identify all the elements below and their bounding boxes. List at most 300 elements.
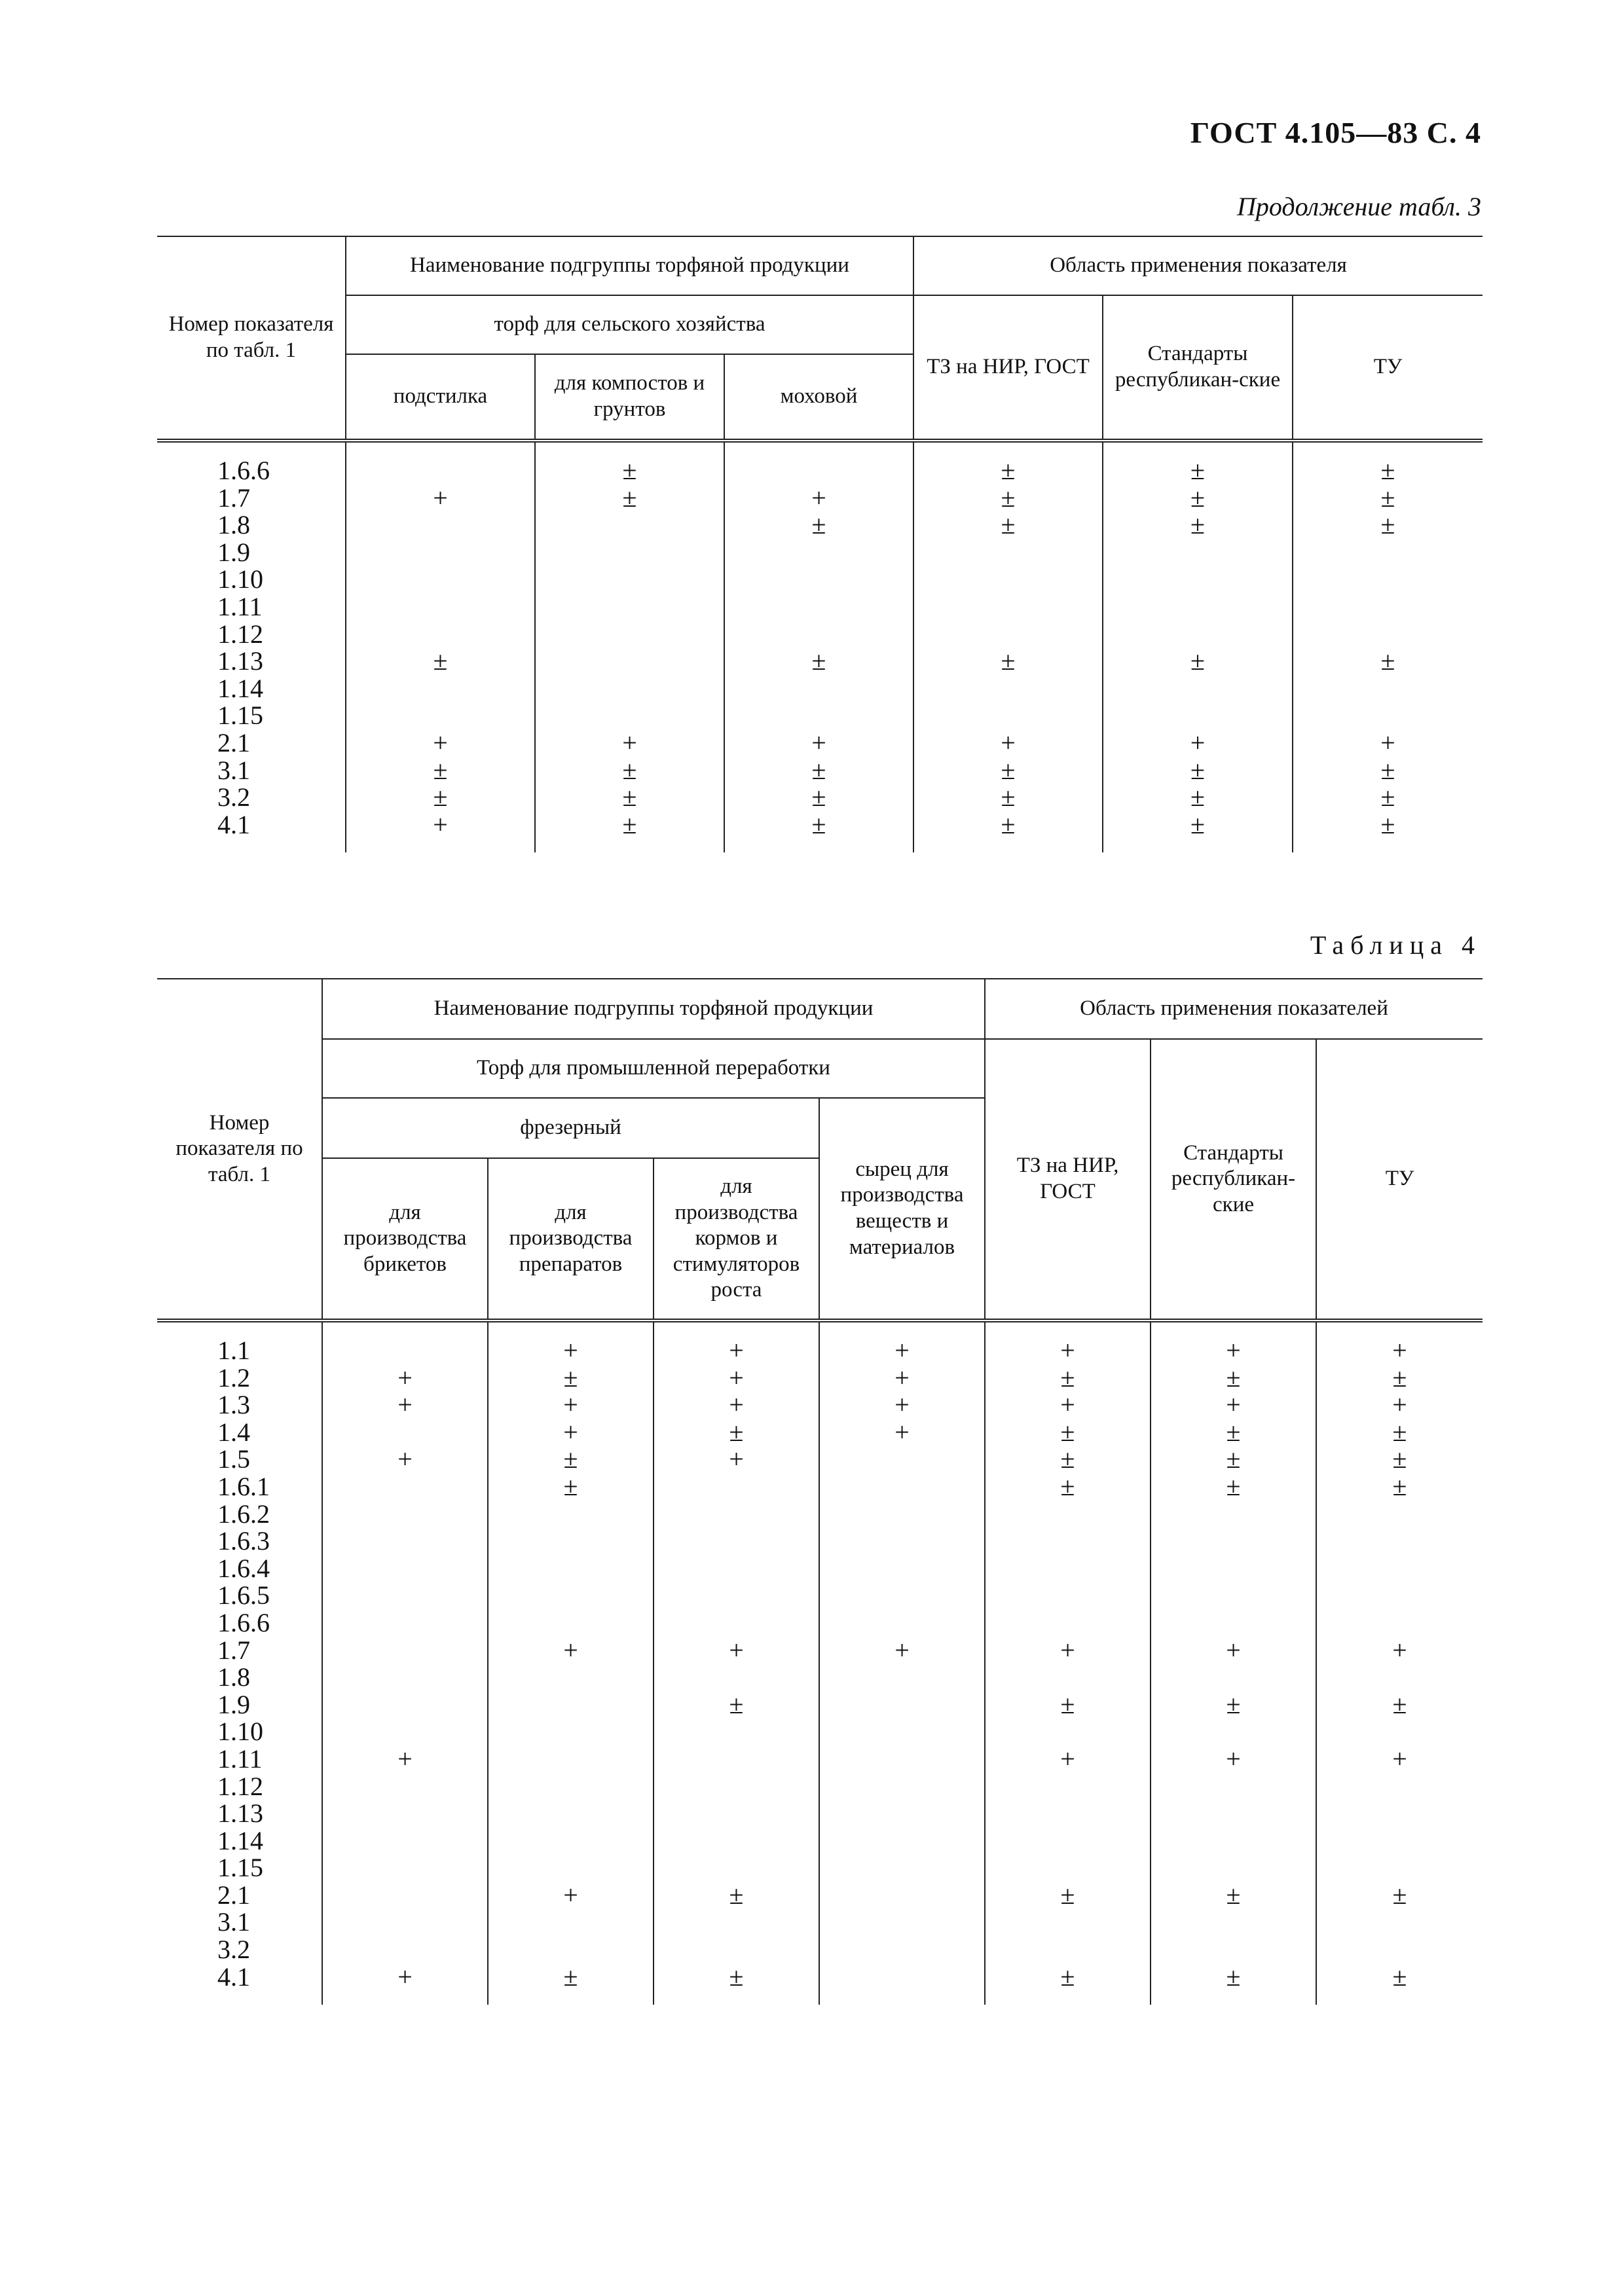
indicator-number-cell: 1.4 <box>217 1417 250 1447</box>
table-continuation-label: Продолжение табл. 3 <box>1236 192 1481 221</box>
applicability-mark-cell <box>488 1800 654 1827</box>
applicability-mark-cell <box>819 1718 985 1745</box>
indicator-number-cell: 4.1 <box>217 809 250 839</box>
applicability-mark-cell: ± <box>346 784 535 811</box>
table-3-body <box>157 441 1483 852</box>
applicability-mark-cell: + <box>724 484 913 512</box>
applicability-mark-cell <box>322 1609 488 1637</box>
applicability-mark-cell: ± <box>654 1691 819 1719</box>
applicability-mark-cell <box>322 1527 488 1555</box>
indicator-number-header: Номер показателя по табл. 1 <box>157 979 322 1321</box>
indicator-number-cell: 1.6.1 <box>217 1471 270 1501</box>
table-row <box>157 647 1483 675</box>
applicability-mark-cell: + <box>1151 1337 1316 1364</box>
applicability-mark-cell: + <box>654 1446 819 1473</box>
applicability-mark-cell <box>819 1527 985 1555</box>
applicability-mark-cell <box>1103 702 1293 729</box>
indicator-number-cell: 1.11 <box>217 591 263 621</box>
table-row <box>157 1501 1483 1528</box>
applicability-mark-cell: ± <box>535 457 724 484</box>
applicability-mark-cell <box>1293 702 1483 729</box>
table-row <box>157 1337 1483 1364</box>
applicability-mark-cell: ± <box>724 511 913 539</box>
table-row <box>157 811 1483 839</box>
applicability-mark-cell <box>1151 1854 1316 1882</box>
product-subgroup-header: Наименование подгруппы торфяной продукции <box>322 979 985 1039</box>
applicability-mark-cell <box>535 702 724 729</box>
applicability-mark-cell <box>1151 1718 1316 1745</box>
moss-header: моховой <box>724 354 913 441</box>
applicability-mark-cell: + <box>346 484 535 512</box>
applicability-mark-cell <box>1103 566 1293 593</box>
applicability-mark-cell <box>724 539 913 566</box>
indicator-number-cell: 3.2 <box>217 1935 250 1965</box>
indicator-number-cell: 1.2 <box>217 1362 250 1393</box>
applicability-mark-cell <box>346 457 535 484</box>
applicability-mark-cell <box>322 1773 488 1800</box>
applicability-mark-cell <box>654 1609 819 1637</box>
applicability-mark-cell <box>913 539 1103 566</box>
table-row <box>157 1800 1483 1827</box>
applicability-mark-cell <box>724 621 913 648</box>
table-row <box>157 511 1483 539</box>
applicability-mark-cell <box>819 1691 985 1719</box>
applicability-mark-cell: + <box>1316 1337 1483 1364</box>
applicability-mark-cell: ± <box>985 1691 1151 1719</box>
indicator-number-cell: 1.15 <box>217 1853 263 1883</box>
applicability-mark-cell <box>1151 1936 1316 1963</box>
industrial-peat-header: Торф для промышленной переработки <box>322 1039 985 1098</box>
compost-soil-header: для компостов и грунтов <box>535 354 724 441</box>
applicability-mark-cell <box>346 621 535 648</box>
applicability-mark-cell <box>488 1773 654 1800</box>
table-row <box>157 566 1483 593</box>
table-row <box>157 1609 1483 1637</box>
applicability-mark-cell: ± <box>1151 1473 1316 1501</box>
applicability-mark-cell: ± <box>1103 811 1293 839</box>
applicability-mark-cell <box>654 1854 819 1882</box>
applicability-mark-cell: + <box>488 1337 654 1364</box>
applicability-mark-cell <box>535 647 724 675</box>
applicability-mark-cell <box>1151 1800 1316 1827</box>
indicator-number-cell: 3.2 <box>217 782 250 812</box>
applicability-mark-cell: ± <box>346 757 535 784</box>
applicability-mark-cell: ± <box>985 1963 1151 1991</box>
applicability-mark-cell <box>654 1582 819 1609</box>
applicability-mark-cell: ± <box>1316 1691 1483 1719</box>
indicator-number-cell: 4.1 <box>217 1961 250 1992</box>
page-header: ГОСТ 4.105—83 С. 4 <box>1190 116 1481 149</box>
applicability-mark-cell <box>1316 1800 1483 1827</box>
applicability-mark-cell <box>985 1555 1151 1582</box>
applicability-mark-cell <box>322 1337 488 1364</box>
applicability-mark-cell <box>654 1800 819 1827</box>
applicability-mark-cell: + <box>488 1391 654 1419</box>
applicability-mark-cell <box>819 1854 985 1882</box>
applicability-mark-cell: ± <box>535 784 724 811</box>
applicability-mark-cell <box>488 1745 654 1773</box>
table-4-body <box>157 1321 1483 2005</box>
applicability-mark-cell <box>322 1419 488 1446</box>
applicability-mark-cell <box>1316 1501 1483 1528</box>
applicability-mark-cell: ± <box>1103 647 1293 675</box>
applicability-mark-cell <box>322 1854 488 1882</box>
applicability-mark-cell: + <box>535 729 724 757</box>
applicability-mark-cell: ± <box>654 1882 819 1909</box>
applicability-mark-cell <box>1151 1773 1316 1800</box>
applicability-mark-cell: ± <box>535 757 724 784</box>
applicability-mark-cell: + <box>488 1637 654 1664</box>
applicability-mark-cell <box>654 1555 819 1582</box>
applicability-mark-cell: ± <box>913 757 1103 784</box>
applicability-mark-cell <box>488 1827 654 1855</box>
applicability-mark-cell <box>322 1582 488 1609</box>
applicability-mark-cell <box>346 566 535 593</box>
applicability-mark-cell: + <box>1316 1745 1483 1773</box>
applicability-mark-cell <box>1316 1609 1483 1637</box>
applicability-mark-cell <box>654 1908 819 1936</box>
applicability-mark-cell <box>819 1501 985 1528</box>
applicability-mark-cell: ± <box>1151 1364 1316 1392</box>
indicator-number-cell: 1.3 <box>217 1390 250 1420</box>
applicability-mark-cell: + <box>819 1364 985 1392</box>
table-top-spacer <box>157 1321 1483 1337</box>
table-row <box>157 1718 1483 1745</box>
applicability-mark-cell: ± <box>1103 757 1293 784</box>
applicability-mark-cell <box>1316 1827 1483 1855</box>
applicability-mark-cell: + <box>322 1446 488 1473</box>
applicability-mark-cell: + <box>1316 1391 1483 1419</box>
indicator-number-cell: 1.9 <box>217 1689 250 1719</box>
applicability-mark-cell <box>654 1745 819 1773</box>
table-3-header <box>157 236 1483 441</box>
applicability-mark-cell <box>346 539 535 566</box>
applicability-mark-cell: ± <box>1293 811 1483 839</box>
applicability-mark-cell <box>1316 1773 1483 1800</box>
applicability-mark-cell: ± <box>1151 1882 1316 1909</box>
table-row <box>157 1882 1483 1909</box>
applicability-mark-cell <box>1316 1718 1483 1745</box>
applicability-mark-cell: + <box>488 1882 654 1909</box>
table-row <box>157 484 1483 512</box>
applicability-mark-cell <box>1316 1555 1483 1582</box>
applicability-mark-cell: ± <box>488 1364 654 1392</box>
indicator-number-cell: 1.6.4 <box>217 1553 270 1583</box>
applicability-mark-cell <box>819 1963 985 1991</box>
applicability-mark-cell <box>819 1609 985 1637</box>
applicability-mark-cell <box>1151 1527 1316 1555</box>
raw-peat-header: сырец для производства веществ и материалов <box>819 1098 985 1321</box>
table-row <box>157 1527 1483 1555</box>
applicability-mark-cell: ± <box>724 811 913 839</box>
applicability-mark-cell: ± <box>1293 484 1483 512</box>
applicability-mark-cell <box>535 593 724 621</box>
applicability-mark-cell <box>322 1473 488 1501</box>
applicability-mark-cell: + <box>654 1637 819 1664</box>
table-row <box>157 1908 1483 1936</box>
indicator-number-cell: 1.10 <box>217 1717 263 1747</box>
applicability-mark-cell <box>985 1773 1151 1800</box>
applicability-mark-cell <box>819 1745 985 1773</box>
table-row <box>157 1963 1483 1991</box>
applicability-mark-cell <box>913 593 1103 621</box>
applicability-mark-cell: + <box>488 1419 654 1446</box>
applicability-mark-cell <box>346 675 535 702</box>
applicability-mark-cell: ± <box>985 1364 1151 1392</box>
applicability-mark-cell: ± <box>346 647 535 675</box>
applicability-mark-cell <box>985 1854 1151 1882</box>
applicability-mark-cell <box>1293 539 1483 566</box>
republic-standards-header: Стандарты республикан-ские <box>1103 295 1293 441</box>
applicability-mark-cell: + <box>322 1745 488 1773</box>
applicability-mark-cell <box>322 1555 488 1582</box>
indicator-number-cell: 1.6.3 <box>217 1526 270 1556</box>
applicability-mark-cell: ± <box>1316 1963 1483 1991</box>
applicability-mark-cell <box>322 1936 488 1963</box>
indicator-number-cell: 1.8 <box>217 1662 250 1692</box>
tu-header: ТУ <box>1293 295 1483 441</box>
applicability-mark-cell <box>535 511 724 539</box>
table-row <box>157 1419 1483 1446</box>
applicability-mark-cell: + <box>913 729 1103 757</box>
applicability-mark-cell: + <box>1151 1745 1316 1773</box>
applicability-mark-cell: + <box>346 811 535 839</box>
applicability-mark-cell <box>322 1800 488 1827</box>
applicability-mark-cell: ± <box>535 811 724 839</box>
applicability-mark-cell <box>322 1827 488 1855</box>
applicability-mark-cell <box>1151 1609 1316 1637</box>
applicability-mark-cell: ± <box>1316 1364 1483 1392</box>
applicability-mark-cell: + <box>819 1391 985 1419</box>
indicator-number-cell: 1.5 <box>217 1444 250 1474</box>
applicability-mark-cell: ± <box>1316 1419 1483 1446</box>
applicability-mark-cell <box>1293 566 1483 593</box>
applicability-mark-cell: + <box>654 1364 819 1392</box>
applicability-mark-cell: ± <box>913 457 1103 484</box>
tu-header: ТУ <box>1316 1039 1483 1321</box>
indicator-number-cell: 1.15 <box>217 701 263 731</box>
applicability-mark-cell: ± <box>1151 1419 1316 1446</box>
applicability-mark-cell <box>488 1609 654 1637</box>
table-row <box>157 1745 1483 1773</box>
table-row <box>157 1637 1483 1664</box>
applicability-mark-cell: + <box>322 1963 488 1991</box>
table-top-spacer <box>157 441 1483 457</box>
indicator-number-cell: 2.1 <box>217 1880 250 1910</box>
applicability-mark-cell <box>488 1527 654 1555</box>
product-subgroup-header: Наименование подгруппы торфяной продукции <box>346 236 913 295</box>
indicator-number-cell: 1.12 <box>217 619 263 649</box>
applicability-mark-cell <box>819 1664 985 1691</box>
applicability-mark-cell <box>488 1691 654 1719</box>
indicator-number-cell: 1.8 <box>217 510 250 540</box>
applicability-mark-cell <box>819 1882 985 1909</box>
applicability-mark-cell: ± <box>1316 1473 1483 1501</box>
applicability-mark-cell: + <box>322 1391 488 1419</box>
applicability-mark-cell <box>985 1501 1151 1528</box>
applicability-mark-cell <box>654 1827 819 1855</box>
applicability-mark-cell <box>913 675 1103 702</box>
applicability-mark-cell <box>488 1908 654 1936</box>
applicability-mark-cell: + <box>654 1337 819 1364</box>
applicability-mark-cell: ± <box>1316 1882 1483 1909</box>
applicability-mark-cell <box>322 1664 488 1691</box>
applicability-mark-cell <box>535 675 724 702</box>
applicability-mark-cell: ± <box>985 1446 1151 1473</box>
applicability-mark-cell: + <box>346 729 535 757</box>
indicator-number-cell: 1.11 <box>217 1743 263 1774</box>
applicability-mark-cell <box>488 1854 654 1882</box>
applicability-mark-cell <box>819 1827 985 1855</box>
applicability-mark-cell <box>488 1936 654 1963</box>
table-row <box>157 457 1483 484</box>
table-row <box>157 1473 1483 1501</box>
table-row <box>157 729 1483 757</box>
applicability-mark-cell: + <box>1151 1391 1316 1419</box>
table-3 <box>157 236 1483 852</box>
briquettes-header: для производства брикетов <box>322 1158 488 1321</box>
applicability-mark-cell: ± <box>1293 784 1483 811</box>
applicability-mark-cell <box>985 1908 1151 1936</box>
applicability-mark-cell: ± <box>488 1963 654 1991</box>
republic-standards-header: Стандарты республикан-ские <box>1151 1039 1316 1321</box>
applicability-mark-cell <box>985 1936 1151 1963</box>
agriculture-peat-header: торф для сельского хозяйства <box>346 295 913 354</box>
table-4 <box>157 978 1483 2005</box>
applicability-mark-cell <box>1293 621 1483 648</box>
indicator-number-cell: 1.14 <box>217 673 263 703</box>
applicability-mark-cell <box>322 1882 488 1909</box>
applicability-mark-cell: + <box>1293 729 1483 757</box>
table-row <box>157 1664 1483 1691</box>
applicability-mark-cell: + <box>1151 1637 1316 1664</box>
applicability-mark-cell <box>985 1827 1151 1855</box>
indicator-number-cell: 1.6.6 <box>217 456 270 485</box>
applicability-mark-cell <box>535 539 724 566</box>
applicability-mark-cell <box>346 593 535 621</box>
applicability-mark-cell <box>985 1527 1151 1555</box>
preparations-header: для производства препаратов <box>488 1158 654 1321</box>
applicability-mark-cell: ± <box>654 1419 819 1446</box>
applicability-mark-cell: + <box>985 1745 1151 1773</box>
applicability-mark-cell <box>322 1691 488 1719</box>
applicability-mark-cell: ± <box>724 757 913 784</box>
applicability-mark-cell: ± <box>1103 484 1293 512</box>
tz-nir-gost-header: ТЗ на НИР, ГОСТ <box>913 295 1103 441</box>
applicability-mark-cell <box>985 1800 1151 1827</box>
table-row <box>157 1391 1483 1419</box>
table-row <box>157 702 1483 729</box>
applicability-mark-cell: ± <box>654 1963 819 1991</box>
applicability-mark-cell <box>724 702 913 729</box>
applicability-mark-cell: ± <box>985 1882 1151 1909</box>
indicator-number-cell: 1.6.2 <box>217 1499 270 1529</box>
applicability-mark-cell: ± <box>913 811 1103 839</box>
table-row <box>157 784 1483 811</box>
applicability-mark-cell: ± <box>1293 511 1483 539</box>
applicability-mark-cell <box>346 511 535 539</box>
table-row <box>157 539 1483 566</box>
applicability-mark-cell <box>488 1664 654 1691</box>
table-bottom-spacer <box>157 1990 1483 2005</box>
applicability-mark-cell: ± <box>1151 1691 1316 1719</box>
indicator-number-cell: 1.9 <box>217 537 250 567</box>
applicability-mark-cell: + <box>985 1637 1151 1664</box>
applicability-mark-cell <box>1151 1827 1316 1855</box>
applicability-mark-cell <box>488 1555 654 1582</box>
applicability-mark-cell: ± <box>1293 757 1483 784</box>
applicability-mark-cell: + <box>724 729 913 757</box>
applicability-mark-cell: ± <box>913 484 1103 512</box>
applicability-mark-cell <box>322 1718 488 1745</box>
applicability-mark-cell: + <box>1103 729 1293 757</box>
applicability-mark-cell <box>1293 593 1483 621</box>
indicator-number-cell: 1.7 <box>217 1635 250 1665</box>
applicability-mark-cell <box>1151 1664 1316 1691</box>
applicability-mark-cell <box>535 621 724 648</box>
applicability-mark-cell <box>654 1718 819 1745</box>
applicability-mark-cell <box>1316 1664 1483 1691</box>
indicator-number-cell: 3.1 <box>217 1907 250 1937</box>
table-row <box>157 1854 1483 1882</box>
applicability-mark-cell <box>1151 1908 1316 1936</box>
applicability-mark-cell <box>1151 1555 1316 1582</box>
table-row <box>157 1936 1483 1963</box>
applicability-mark-cell <box>1151 1501 1316 1528</box>
milled-peat-header: фрезерный <box>322 1098 819 1158</box>
applicability-mark-cell <box>819 1446 985 1473</box>
applicability-mark-cell <box>724 675 913 702</box>
table-row <box>157 593 1483 621</box>
table-row <box>157 1555 1483 1582</box>
table-row <box>157 1827 1483 1855</box>
indicator-number-cell: 1.12 <box>217 1771 263 1801</box>
applicability-mark-cell <box>654 1501 819 1528</box>
applicability-mark-cell: ± <box>724 784 913 811</box>
table-row <box>157 1364 1483 1392</box>
indicator-number-cell: 1.6.5 <box>217 1580 270 1611</box>
applicability-mark-cell <box>724 566 913 593</box>
indicator-number-cell: 1.14 <box>217 1825 263 1855</box>
applicability-mark-cell <box>913 621 1103 648</box>
applicability-mark-cell <box>985 1582 1151 1609</box>
applicability-mark-cell: ± <box>913 511 1103 539</box>
table-4-header <box>157 979 1483 1321</box>
application-area-header: Область применения показателей <box>985 979 1483 1039</box>
applicability-mark-cell <box>1316 1854 1483 1882</box>
applicability-mark-cell <box>1103 593 1293 621</box>
applicability-mark-cell <box>1316 1582 1483 1609</box>
applicability-mark-cell <box>654 1936 819 1963</box>
applicability-mark-cell <box>1316 1936 1483 1963</box>
applicability-mark-cell <box>985 1718 1151 1745</box>
applicability-mark-cell <box>654 1527 819 1555</box>
applicability-mark-cell: + <box>985 1391 1151 1419</box>
applicability-mark-cell <box>1293 675 1483 702</box>
indicator-number-cell: 1.13 <box>217 646 263 676</box>
applicability-mark-cell <box>1103 675 1293 702</box>
table-row <box>157 1582 1483 1609</box>
applicability-mark-cell: ± <box>913 784 1103 811</box>
applicability-mark-cell: + <box>819 1419 985 1446</box>
applicability-mark-cell: ± <box>535 484 724 512</box>
applicability-mark-cell <box>819 1582 985 1609</box>
applicability-mark-cell: ± <box>1151 1963 1316 1991</box>
applicability-mark-cell <box>724 457 913 484</box>
applicability-mark-cell <box>819 1936 985 1963</box>
applicability-mark-cell <box>1103 539 1293 566</box>
applicability-mark-cell: ± <box>488 1473 654 1501</box>
